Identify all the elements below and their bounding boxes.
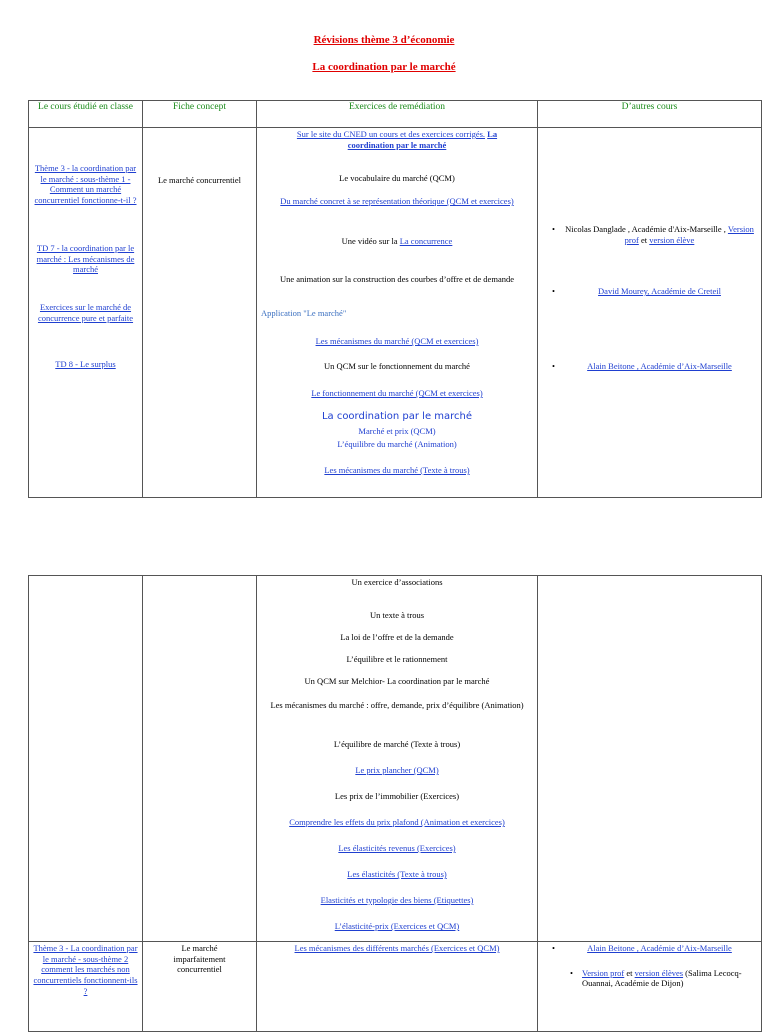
cell-fiche [143, 128, 257, 498]
link-version-eleves-2[interactable]: version élèves [634, 967, 684, 978]
link-td8[interactable]: TD 8 - Le surplus [55, 359, 116, 369]
revision-table-1 [28, 100, 762, 498]
page-title: Révisions thème 3 d’économie [313, 34, 455, 46]
page-subtitle: La coordination par le marché [312, 61, 456, 73]
link-theme3-sous-theme2[interactable]: Thème 3 - La coordination par le marché - sous-thème 2 comment les marchés non concurrentiels fonctionnent-ils ? [33, 943, 138, 996]
link-mecanismes-trous[interactable]: Les mécanismes du marché (Texte à trous) [324, 465, 470, 475]
link-elasticites-revenus[interactable]: Les élasticités revenus (Exercices) [338, 843, 456, 853]
cell-exercices-2 [257, 576, 538, 942]
vocab-text: Le vocabulaire du marché (QCM) [339, 173, 455, 183]
link-fonctionnement[interactable]: Le fonctionnement du marché (QCM et exercices) [311, 388, 483, 398]
link-marche-prix[interactable]: Marché et prix (QCM) [358, 426, 436, 436]
link-marche-concret[interactable]: Du marché concret à se représentation théorique (QCM et exercices) [280, 196, 514, 206]
header-exercices: Exercices de remédiation [257, 101, 538, 128]
link-mecanismes-qcm[interactable]: Les mécanismes du marché (QCM et exercices) [315, 336, 479, 346]
link-equilibre-animation[interactable]: L’équilibre du marché (Animation) [337, 439, 457, 449]
header-fiche: Fiche concept [143, 101, 257, 128]
cell-cours-empty [29, 576, 143, 942]
mecanismes-animation: Les mécanismes du marché : offre, demande, prix d’équilibre (Animation) [270, 700, 524, 710]
link-david-mourey[interactable]: David Mourey, Académie de Creteil [598, 286, 721, 296]
cell-cours [29, 128, 143, 498]
cell-fiche-2 [143, 942, 257, 1032]
et-text: et [624, 967, 635, 978]
prix-immobilier: Les prix de l’immobilier (Exercices) [334, 791, 460, 801]
fiche-marche-imparfait: Le marché imparfaitement concurrentiel [173, 943, 226, 975]
link-alain-beitone[interactable]: Alain Beitone , Académie d’Aix-Marseille [587, 361, 732, 371]
qcm-melchior: Un QCM sur Melchior- La coordination par le marché [304, 676, 490, 686]
nd-text: Nicolas Danglade , Académie d'Aix-Marseille , [565, 224, 726, 234]
nd-and: et [638, 234, 648, 245]
link-version-prof-2[interactable]: Version prof [582, 967, 625, 978]
link-elasticites-typologie[interactable]: Elasticités et typologie des biens (Etiquettes) [320, 895, 474, 905]
header-cours: Le cours étudié en classe [29, 101, 143, 128]
cell-autres [538, 128, 762, 498]
qcm-fonctionnement: Un QCM sur le fonctionnement du marché [324, 361, 470, 371]
cell-exercices-3 [257, 942, 538, 1032]
link-prix-plancher[interactable]: Le prix plancher (QCM) [355, 765, 439, 775]
fiche-marche-concurrentiel: Le marché concurrentiel [157, 175, 242, 185]
link-prix-plafond[interactable]: Comprendre les effets du prix plafond (Animation et exercices) [289, 817, 505, 827]
header-autres: D’autres cours [538, 101, 762, 128]
revision-table-2 [28, 575, 762, 1032]
link-nd-eleve[interactable]: version élève [649, 234, 695, 245]
loi-offre-demande: La loi de l’offre et de la demande [340, 632, 454, 642]
link-elasticites-trous[interactable]: Les élasticités (Texte à trous) [347, 869, 447, 879]
video-text: Une vidéo sur la [341, 236, 398, 246]
link-elasticite-prix[interactable]: L’élasticité-prix (Exercices et QCM) [334, 921, 460, 931]
equilibre-trous: L’équilibre de marché (Texte à trous) [333, 739, 461, 749]
texte-a-trous: Un texte à trous [369, 610, 425, 620]
link-alain-beitone-2[interactable]: Alain Beitone , Académie d’Aix-Marseille [587, 943, 732, 953]
link-cned-coordination[interactable]: La coordination par le marché [347, 129, 498, 150]
equilibre-rationnement: L’équilibre et le rationnement [346, 654, 448, 664]
cell-exercices [257, 128, 538, 498]
animation-text: Une animation sur la construction des courbes d’offre et de demande [280, 274, 514, 284]
cell-autres-2 [538, 942, 762, 1032]
link-video-concurrence[interactable]: La concurrence [399, 236, 453, 246]
link-theme3-sous-theme1[interactable]: Thème 3 - la coordination par le marché : sous-thème 1 - Comment un marché concurrentiel fonctionne-t-il ? [34, 163, 137, 205]
link-nd-prof[interactable]: Version prof [624, 224, 754, 245]
exercice-associations: Un exercice d’associations [351, 577, 443, 587]
cned-text[interactable]: Sur le site du CNED un cours et des exercices corrigés. [296, 129, 486, 139]
link-application-marche[interactable]: Application "Le marché" [261, 308, 347, 318]
link-exercices-cpp[interactable]: Exercices sur le marché de concurrence pure et parfaite [37, 302, 134, 323]
link-td7[interactable]: TD 7 - la coordination par le marché : Les mécanismes de marché [36, 243, 135, 275]
cell-cours-2 [29, 942, 143, 1032]
link-coordination-marche[interactable]: La coordination par le marché [321, 411, 473, 422]
cell-fiche-empty [143, 576, 257, 942]
link-mecanismes-differents[interactable]: Les mécanismes des différents marchés (Exercices et QCM) [294, 943, 500, 953]
salima-text: (Salima Lecocq-Ouannai, Académie de Dijon) [582, 967, 742, 989]
cell-autres-empty [538, 576, 762, 942]
